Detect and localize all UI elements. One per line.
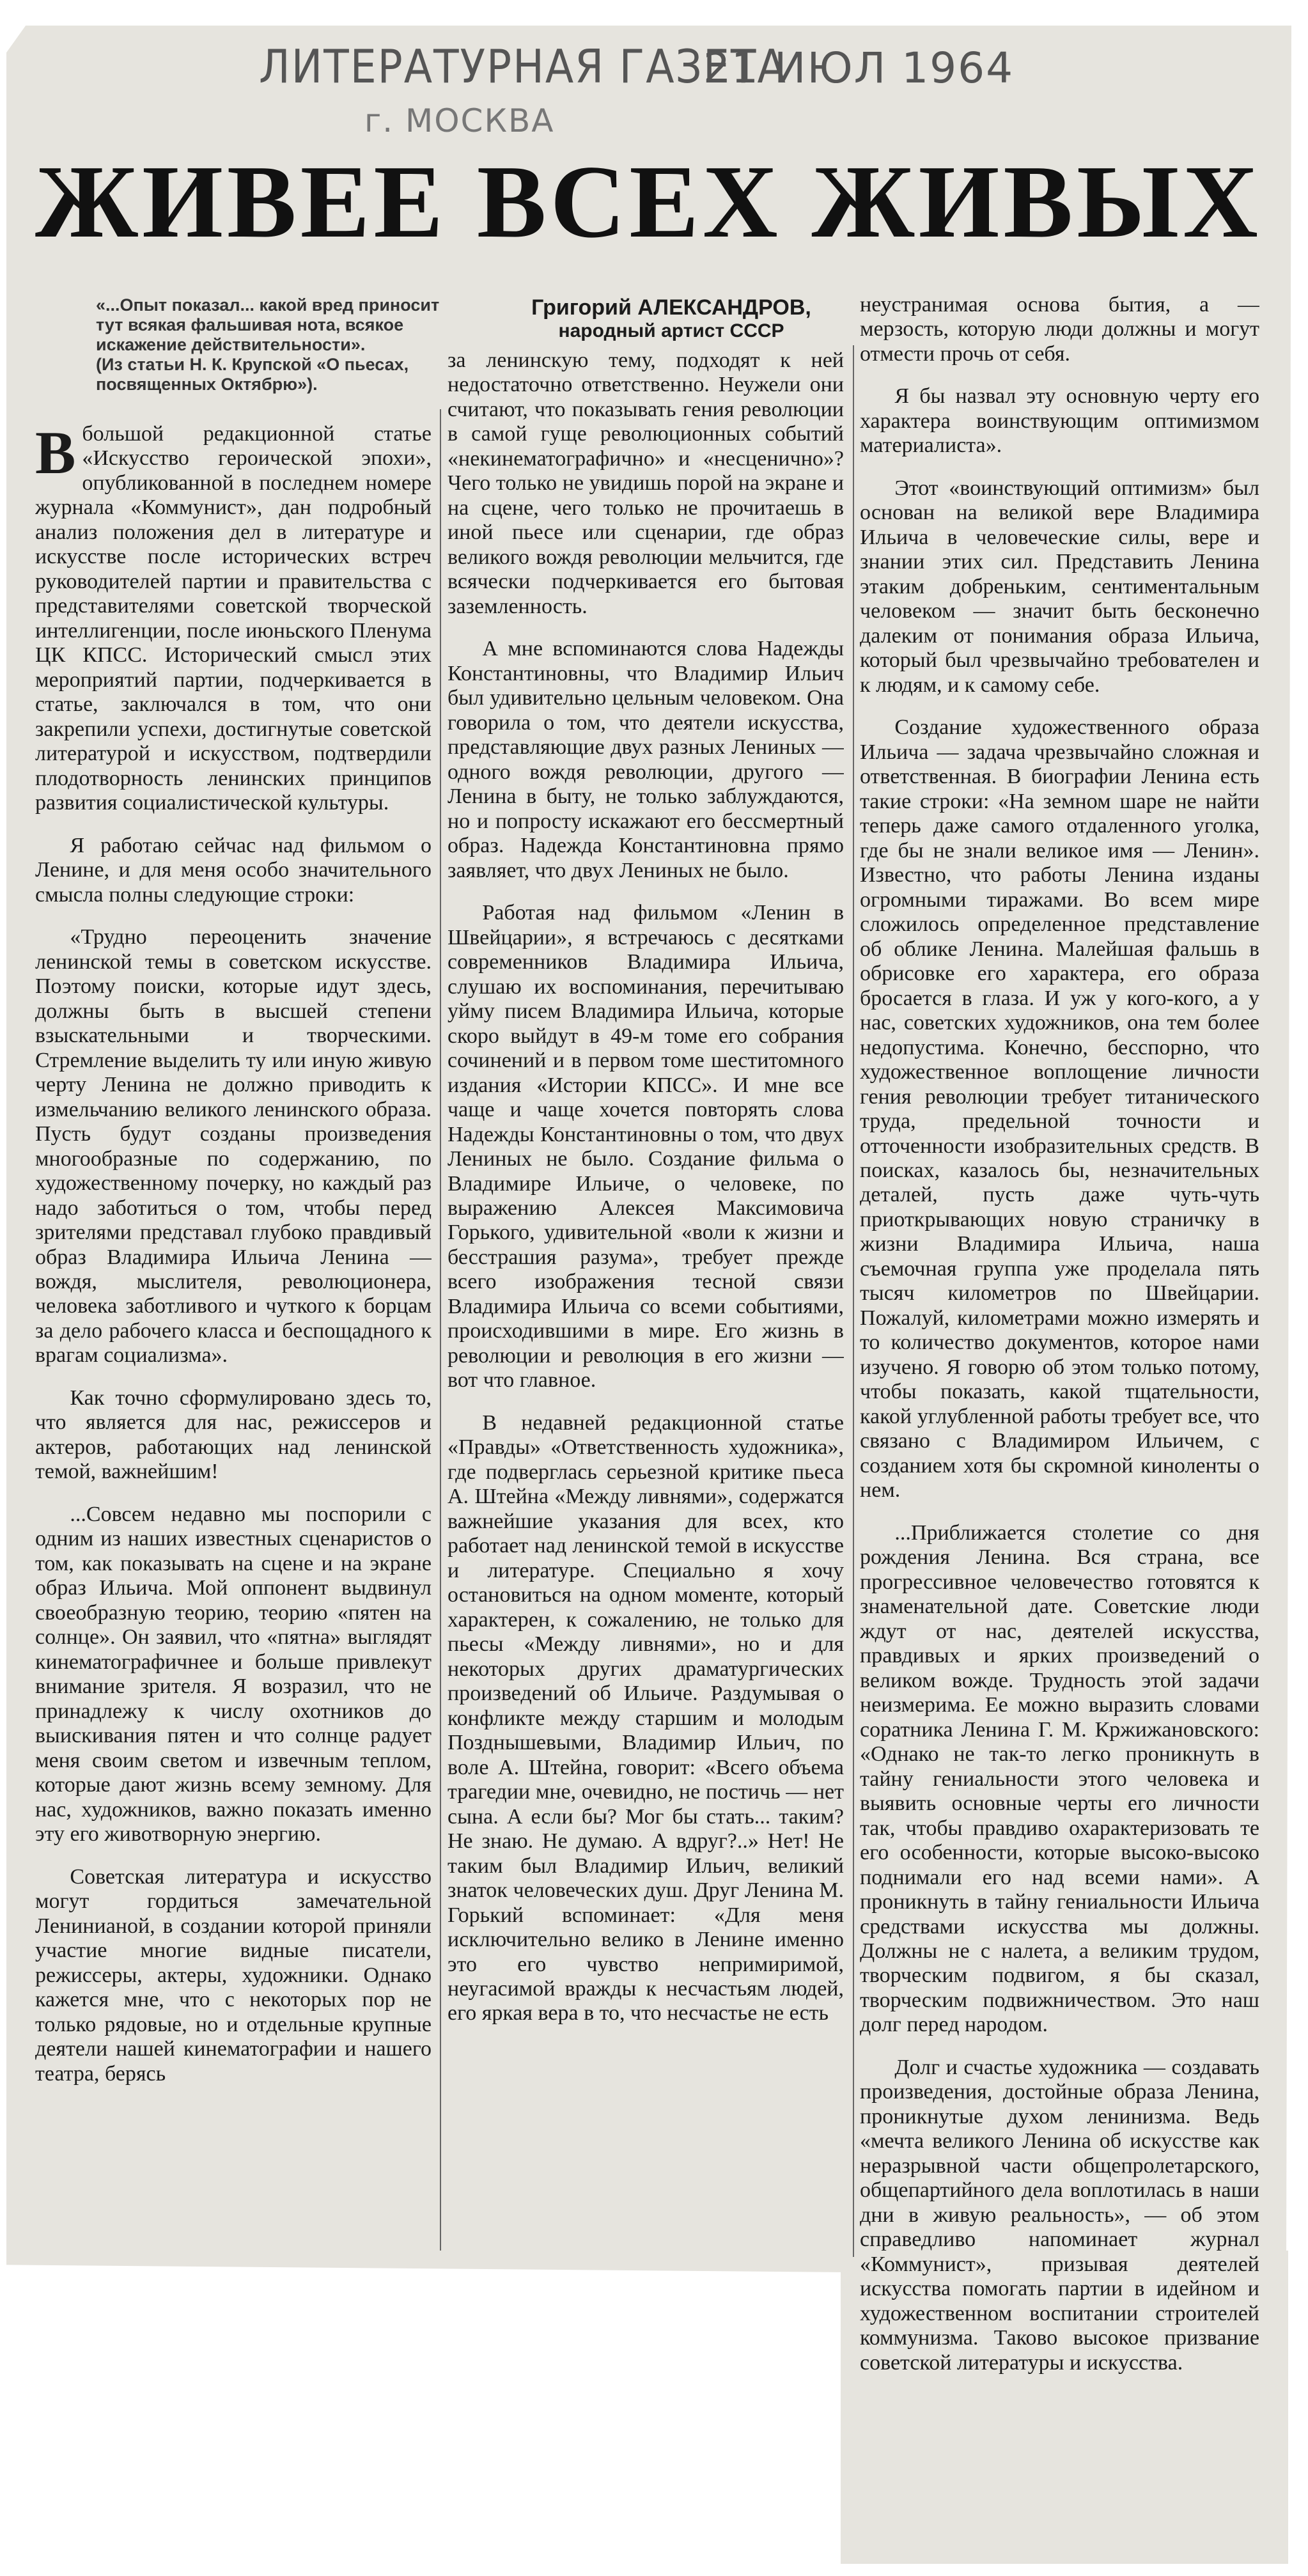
paragraph: за ленинскую тему, подходят к ней недостаточно ответственно. Неужели они считают, что показывать гения революции в самой гуще революционных событий «некинематографично» и «несценично»? Чего только не увидишь порой на экране и на сцене, чего только не прочитаешь в иной пьесе или сценарии, где образ великого вождя революции мельчится, где всячески подчеркивается его бытовая заземленность. bbox=[448, 348, 844, 618]
paragraph: Создание художественного образа Ильича — задача чрезвычайно сложная и ответственная. В биографии Ленина есть такие строки: «На земном шаре не найти теперь даже самого отдаленного уголка, где бы не знали великое имя — Ленин». Известно, что работы Ленина изданы огромными тиражами. Во всем мире сложилось определенное представление об облике Ленина. Малейшая фальшь в обрисовке его характера, его образа бросается в глаза. И уж у кого-кого, а у нас, советских художников, она тем более недопустима. Конечно, бесспорно, что художественное воплощение личности гения революции требует титанического труда, предельной точности и отточенности изобразительных средств. В поисках, казалось бы, незначительных деталей, пусть даже чуть-чуть приоткрывающих новую страничку в жизни Владимира Ильича, наша съемочная группа уже проделала пять тысяч километров по Швейцарии. Пожалуй, километрами можно измерять и то количество документов, которое нами изучено. Я говорю об этом только потому, чтобы показать, какой тщательности, какой углубленной работы требует все, что связано с Владимиром Ильичем, с созданием хотя бы скромной киноленты о нем. bbox=[860, 715, 1259, 1503]
newspaper-name-stamp: ЛИТЕРАТУРНАЯ ГАЗЕТА bbox=[259, 40, 787, 93]
paragraph: Этот «воинствующий оптимизм» был основан на великой вере Владимира Ильича в человеческие силы, вере и знании этих сил. Представить Ленина этаким добреньким, сентиментальным человеком — значит быть бесконечно далеким от понимания образа Ильича, который был чрезвычайно требователен и к людям, и к самому себе. bbox=[860, 476, 1259, 697]
paragraph: В недавней редакционной статье «Правды» «Ответственность художника», где подверглась серьезной критике пьеса А. Штейна «Между ливнями», содержатся важнейшие указания для всех, кто работает над ленинской темой в искусстве и литературе. Специально я хочу остановиться на одном моменте, который характерен, к сожалению, не только для пьесы «Между ливнями», но и для некоторых других драматургических произведений об Ильиче. Раздумывая о конфликте между старшим и молодым Позднышевыми, Владимир Ильич, по воле А. Штейна, говорит: «Всего объема трагедии мне, очевидно, не постичь — нет сына. А если бы? Мог бы стать... таким? Не знаю. Не думаю. А вдруг?..» Нет! Не таким был Владимир Ильич, великий знаток человеческих душ. Друг Ленина М. Горький вспоминает: «Для меня исключительно велико в Ленине именно это его чувство непримиримой, неугасимой вражды к несчастьям людей, его яркая вера в то, что несчастье не есть bbox=[448, 1410, 844, 2026]
paragraph: Работая над фильмом «Ленин в Швейцарии», я встречаюсь с десятками современников Владимира Ильича, слушаю их воспоминания, перечитываю уйму писем Владимира Ильича, которые скоро выйдут в 49-м томе его собрания сочинений и в первом томе шеститомного издания «Истории КПСС». И мне все чаще и чаще хочется повторять слова Надежды Константиновны о том, что двух Лениных не было. Создание фильма о Владимире Ильиче, о человеке, по выражению Алексея Максимовича Горького, удивительной «воли к жизни и бесстрашия разума», требует прежде всего изображения тесной связи Владимира Ильича со всеми событиями, происходившими в мире. Его жизнь в революции и революция в его жизни — вот что главное. bbox=[448, 901, 844, 1393]
drop-cap: В bbox=[35, 422, 76, 487]
author-byline bbox=[473, 295, 869, 342]
paragraph: ...Приближается столетие со дня рождения Ленина. Вся страна, все прогрессивное человечество готовятся к знаменательной дате. Советские люди ждут от нас, деятелей искусства, правдивых и ярких произведений о великом вожде. Трудность этой задачи неизмерима. Ее можно выразить словами соратника Ленина Г. М. Кржижановского: «Однако не так-то легко проникнуть в тайну гениальности этого человека и выявить основные черты его личности так, чтобы правдиво охарактеризовать те его особенности, которые высоко-высоко поднимали его над всеми нами». А проникнуть в тайну гениальности Ильича средствами искусства мы должны. Должны не с налета, а великим трудом, творческим подвигом, я бы сказал, творческим подвижничеством. Это наш долг перед народом. bbox=[860, 1520, 1259, 2037]
author-title: народный артист СССР bbox=[558, 320, 784, 341]
city-stamp: г. МОСКВА bbox=[364, 102, 555, 139]
paragraph: Советская литература и искусство могут гордиться замечательной Ленинианой, в создании которой приняли участие многие видные писатели, режиссеры, актеры, художники. Однако кажется мне, что с некоторых пор не только рядовые, но и отдельные крупные деятели нашей кинематографии и нашего театра, берясь bbox=[35, 1864, 432, 2086]
column-rule bbox=[853, 345, 854, 2257]
column-2 bbox=[448, 348, 844, 2254]
epigraph-quote: «...Опыт показал... какой вред приносит тут всякая фальшивая нота, всякое искажение действительности». bbox=[96, 295, 440, 355]
column-3 bbox=[860, 293, 1259, 2547]
paragraph: Я работаю сейчас над фильмом о Ленине, и для меня особо значительного смысла полны следующие строки: bbox=[35, 833, 432, 907]
paragraph: «Трудно переоценить значение ленинской темы в советском искусстве. Поэтому поиски, которые идут здесь, должны быть в высшей степени взыскательными и творческими. Стремление выделить ту или иную живую черту Ленина не должно приводить к измельчанию великого ленинского образа. Пусть будут созданы произведения многообразные по содержанию, по художественному почерку, но каждый раз надо заботиться о том, чтобы перед зрителями представал глубоко правдивый образ Владимира Ильича Ленина — вождя, мыслителя, революционера, человека заботливого и чуткого к борцам за дело рабочего класса и беспощадного к врагам социализма». bbox=[35, 925, 432, 1368]
paragraph: неустранимая основа бытия, а — мерзость, которую люди должны и могут отмести прочь от себя. bbox=[860, 293, 1259, 366]
paragraph: ...Совсем недавно мы поспорили с одним из наших известных сценаристов о том, как показывать на сцене и на экране образ Ильича. Мой оппонент выдвинул своеобразную теорию, теорию «пятен на солнце». Он заявил, что «пятна» выглядят кинематографичнее и больше привлекут внимание зрителя. Я возразил, что не принадлежу к числу охотников до выискивания пятен и что солнце радует меня своим светом и извечным теплом, которые дают жизнь всему земному. Для нас, художников, важно показать именно эту его животворную энергию. bbox=[35, 1502, 432, 1846]
paragraph: А мне вспоминаются слова Надежды Константиновны, что Владимир Ильич был удивительно цельным человеком. Она говорила о том, что деятели искусства, представляющие двух разных Лениных — одного вождя революции, другого — Ленина в быту, не только заблуждаются, но и попросту искажают его бессмертный образ. Надежда Константиновна прямо заявляет, что двух Лениных не было. bbox=[448, 637, 844, 882]
paragraph: Как точно сформулировано здесь то, что является для нас, режиссеров и актеров, работающих над ленинской темой, важнейшим! bbox=[35, 1386, 432, 1484]
epigraph bbox=[96, 295, 441, 394]
paragraph: Долг и счастье художника — создавать произведения, достойные образа Ленина, проникнутые духом ленинизма. Ведь «мечта великого Ленина об искусстве как неразрывной части общепролетарского, общепартийного дела воплотилась в наши дни в живую реальность», — об этом справедливо напоминает журнал «Коммунист», призывая деятелей искусства помогать партии в идейном и художественном воспитании строителей коммунизма. Таково высокое призвание советской литературы и искусства. bbox=[860, 2055, 1259, 2375]
epigraph-source: (Из статьи Н. К. Крупской «О пьесах, посвященных Октябрю»). bbox=[96, 355, 409, 394]
paragraph: Вбольшой редакционной статье «Искусство героической эпохи», опубликованной в последнем номере журнала «Коммунист», дан подробный анализ положения дел в литературе и искусстве после исторических встреч руководителей партии и правительства с представителями советской творческой интеллигенции, после июньского Пленума ЦК КПСС. Исторический смысл этих мероприятий партии, подчеркивается в статье, заключался в том, что они закрепили успехи, достигнутые советской литературой и искусством, подтвердили плодотворность ленинских принципов развития социалистической культуры. bbox=[35, 422, 432, 815]
paragraph: Я бы назвал эту основную черту его характера воинствующим оптимизмом материалиста». bbox=[860, 384, 1259, 458]
article-headline: ЖИВЕЕ ВСЕХ ЖИВЫХ bbox=[35, 144, 1262, 260]
date-stamp: 21 ИЮЛ 1964 bbox=[703, 43, 1015, 93]
column-1 bbox=[35, 422, 432, 2257]
author-name: Григорий АЛЕКСАНДРОВ, bbox=[531, 295, 811, 320]
column-rule bbox=[440, 409, 441, 2251]
